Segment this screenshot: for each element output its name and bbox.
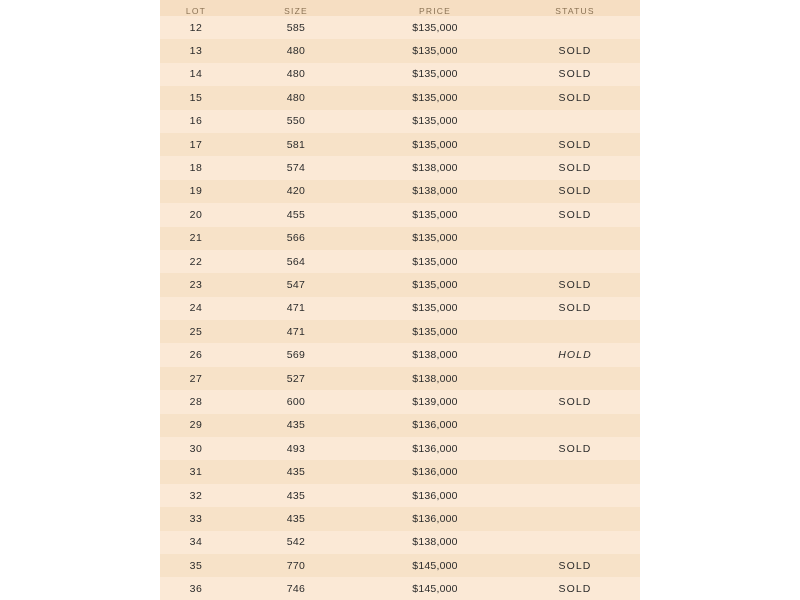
table-body [160, 16, 640, 600]
cell-lot: 21 [160, 227, 232, 250]
cell-price: $135,000 [360, 133, 510, 156]
cell-status [510, 227, 640, 250]
cell-size: 455 [232, 203, 360, 226]
cell-lot: 20 [160, 203, 232, 226]
cell-size: 480 [232, 63, 360, 86]
cell-size: 542 [232, 531, 360, 554]
cell-status: SOLD [510, 390, 640, 413]
cell-size: 547 [232, 273, 360, 296]
cell-price: $135,000 [360, 297, 510, 320]
cell-status: SOLD [510, 156, 640, 179]
table-row [160, 390, 640, 413]
cell-price: $145,000 [360, 554, 510, 577]
table-row [160, 577, 640, 600]
cell-size: 550 [232, 110, 360, 133]
cell-lot: 18 [160, 156, 232, 179]
cell-price: $138,000 [360, 531, 510, 554]
cell-status: SOLD [510, 297, 640, 320]
cell-price: $135,000 [360, 203, 510, 226]
table-row [160, 227, 640, 250]
cell-lot: 31 [160, 460, 232, 483]
cell-lot: 23 [160, 273, 232, 296]
cell-lot: 13 [160, 39, 232, 62]
cell-size: 420 [232, 180, 360, 203]
table-row [160, 367, 640, 390]
cell-size: 493 [232, 437, 360, 460]
cell-size: 770 [232, 554, 360, 577]
table-row [160, 39, 640, 62]
table-row [160, 133, 640, 156]
cell-size: 435 [232, 484, 360, 507]
cell-price: $135,000 [360, 16, 510, 39]
cell-size: 527 [232, 367, 360, 390]
table-row [160, 484, 640, 507]
cell-lot: 27 [160, 367, 232, 390]
table-row [160, 203, 640, 226]
cell-status: SOLD [510, 577, 640, 600]
cell-lot: 15 [160, 86, 232, 109]
cell-size: 600 [232, 390, 360, 413]
cell-lot: 30 [160, 437, 232, 460]
cell-lot: 34 [160, 531, 232, 554]
table-row [160, 110, 640, 133]
table-row [160, 414, 640, 437]
cell-price: $135,000 [360, 227, 510, 250]
cell-lot: 12 [160, 16, 232, 39]
cell-price: $135,000 [360, 86, 510, 109]
table-row [160, 320, 640, 343]
column-header-price: PRICE [360, 0, 510, 16]
cell-lot: 19 [160, 180, 232, 203]
cell-status: SOLD [510, 133, 640, 156]
cell-size: 480 [232, 39, 360, 62]
cell-size: 480 [232, 86, 360, 109]
table-row [160, 507, 640, 530]
cell-size: 435 [232, 507, 360, 530]
cell-status: SOLD [510, 39, 640, 62]
cell-size: 435 [232, 414, 360, 437]
cell-lot: 14 [160, 63, 232, 86]
cell-status: SOLD [510, 63, 640, 86]
cell-size: 746 [232, 577, 360, 600]
cell-price: $138,000 [360, 367, 510, 390]
cell-price: $145,000 [360, 577, 510, 600]
column-header-size: SIZE [232, 0, 360, 16]
column-header-status: STATUS [510, 0, 640, 16]
table-row [160, 16, 640, 39]
cell-size: 471 [232, 297, 360, 320]
cell-lot: 29 [160, 414, 232, 437]
cell-lot: 36 [160, 577, 232, 600]
cell-status: SOLD [510, 180, 640, 203]
table-row [160, 297, 640, 320]
cell-price: $138,000 [360, 180, 510, 203]
table-row [160, 554, 640, 577]
table-row [160, 86, 640, 109]
cell-status: SOLD [510, 86, 640, 109]
cell-price: $135,000 [360, 39, 510, 62]
cell-price: $136,000 [360, 437, 510, 460]
cell-size: 435 [232, 460, 360, 483]
cell-lot: 26 [160, 343, 232, 366]
cell-size: 585 [232, 16, 360, 39]
cell-price: $135,000 [360, 320, 510, 343]
table-row [160, 156, 640, 179]
cell-status [510, 110, 640, 133]
cell-status: SOLD [510, 554, 640, 577]
cell-size: 564 [232, 250, 360, 273]
cell-size: 581 [232, 133, 360, 156]
cell-price: $136,000 [360, 484, 510, 507]
cell-status [510, 460, 640, 483]
cell-price: $136,000 [360, 507, 510, 530]
cell-status [510, 414, 640, 437]
table-row [160, 273, 640, 296]
table-row [160, 460, 640, 483]
cell-status [510, 531, 640, 554]
cell-status [510, 250, 640, 273]
cell-status: SOLD [510, 273, 640, 296]
cell-lot: 24 [160, 297, 232, 320]
cell-price: $139,000 [360, 390, 510, 413]
table-row [160, 63, 640, 86]
table-row [160, 437, 640, 460]
cell-status [510, 320, 640, 343]
cell-price: $136,000 [360, 414, 510, 437]
lot-price-table [160, 0, 640, 600]
cell-price: $138,000 [360, 156, 510, 179]
cell-lot: 17 [160, 133, 232, 156]
cell-status [510, 367, 640, 390]
cell-size: 566 [232, 227, 360, 250]
cell-price: $135,000 [360, 273, 510, 296]
cell-status [510, 484, 640, 507]
cell-status [510, 507, 640, 530]
cell-lot: 16 [160, 110, 232, 133]
cell-price: $138,000 [360, 343, 510, 366]
cell-lot: 28 [160, 390, 232, 413]
cell-status: SOLD [510, 203, 640, 226]
cell-lot: 33 [160, 507, 232, 530]
cell-status: SOLD [510, 437, 640, 460]
cell-price: $136,000 [360, 460, 510, 483]
table-row [160, 531, 640, 554]
cell-status: HOLD [510, 343, 640, 366]
column-header-lot: LOT [160, 0, 232, 16]
lot-price-table-container [160, 0, 640, 600]
cell-status [510, 16, 640, 39]
table-header [160, 0, 640, 16]
cell-size: 471 [232, 320, 360, 343]
cell-size: 574 [232, 156, 360, 179]
table-row [160, 343, 640, 366]
table-row [160, 250, 640, 273]
cell-price: $135,000 [360, 63, 510, 86]
cell-lot: 25 [160, 320, 232, 343]
cell-price: $135,000 [360, 110, 510, 133]
cell-lot: 22 [160, 250, 232, 273]
table-header-row [160, 0, 640, 16]
cell-lot: 32 [160, 484, 232, 507]
cell-size: 569 [232, 343, 360, 366]
cell-lot: 35 [160, 554, 232, 577]
cell-price: $135,000 [360, 250, 510, 273]
table-row [160, 180, 640, 203]
